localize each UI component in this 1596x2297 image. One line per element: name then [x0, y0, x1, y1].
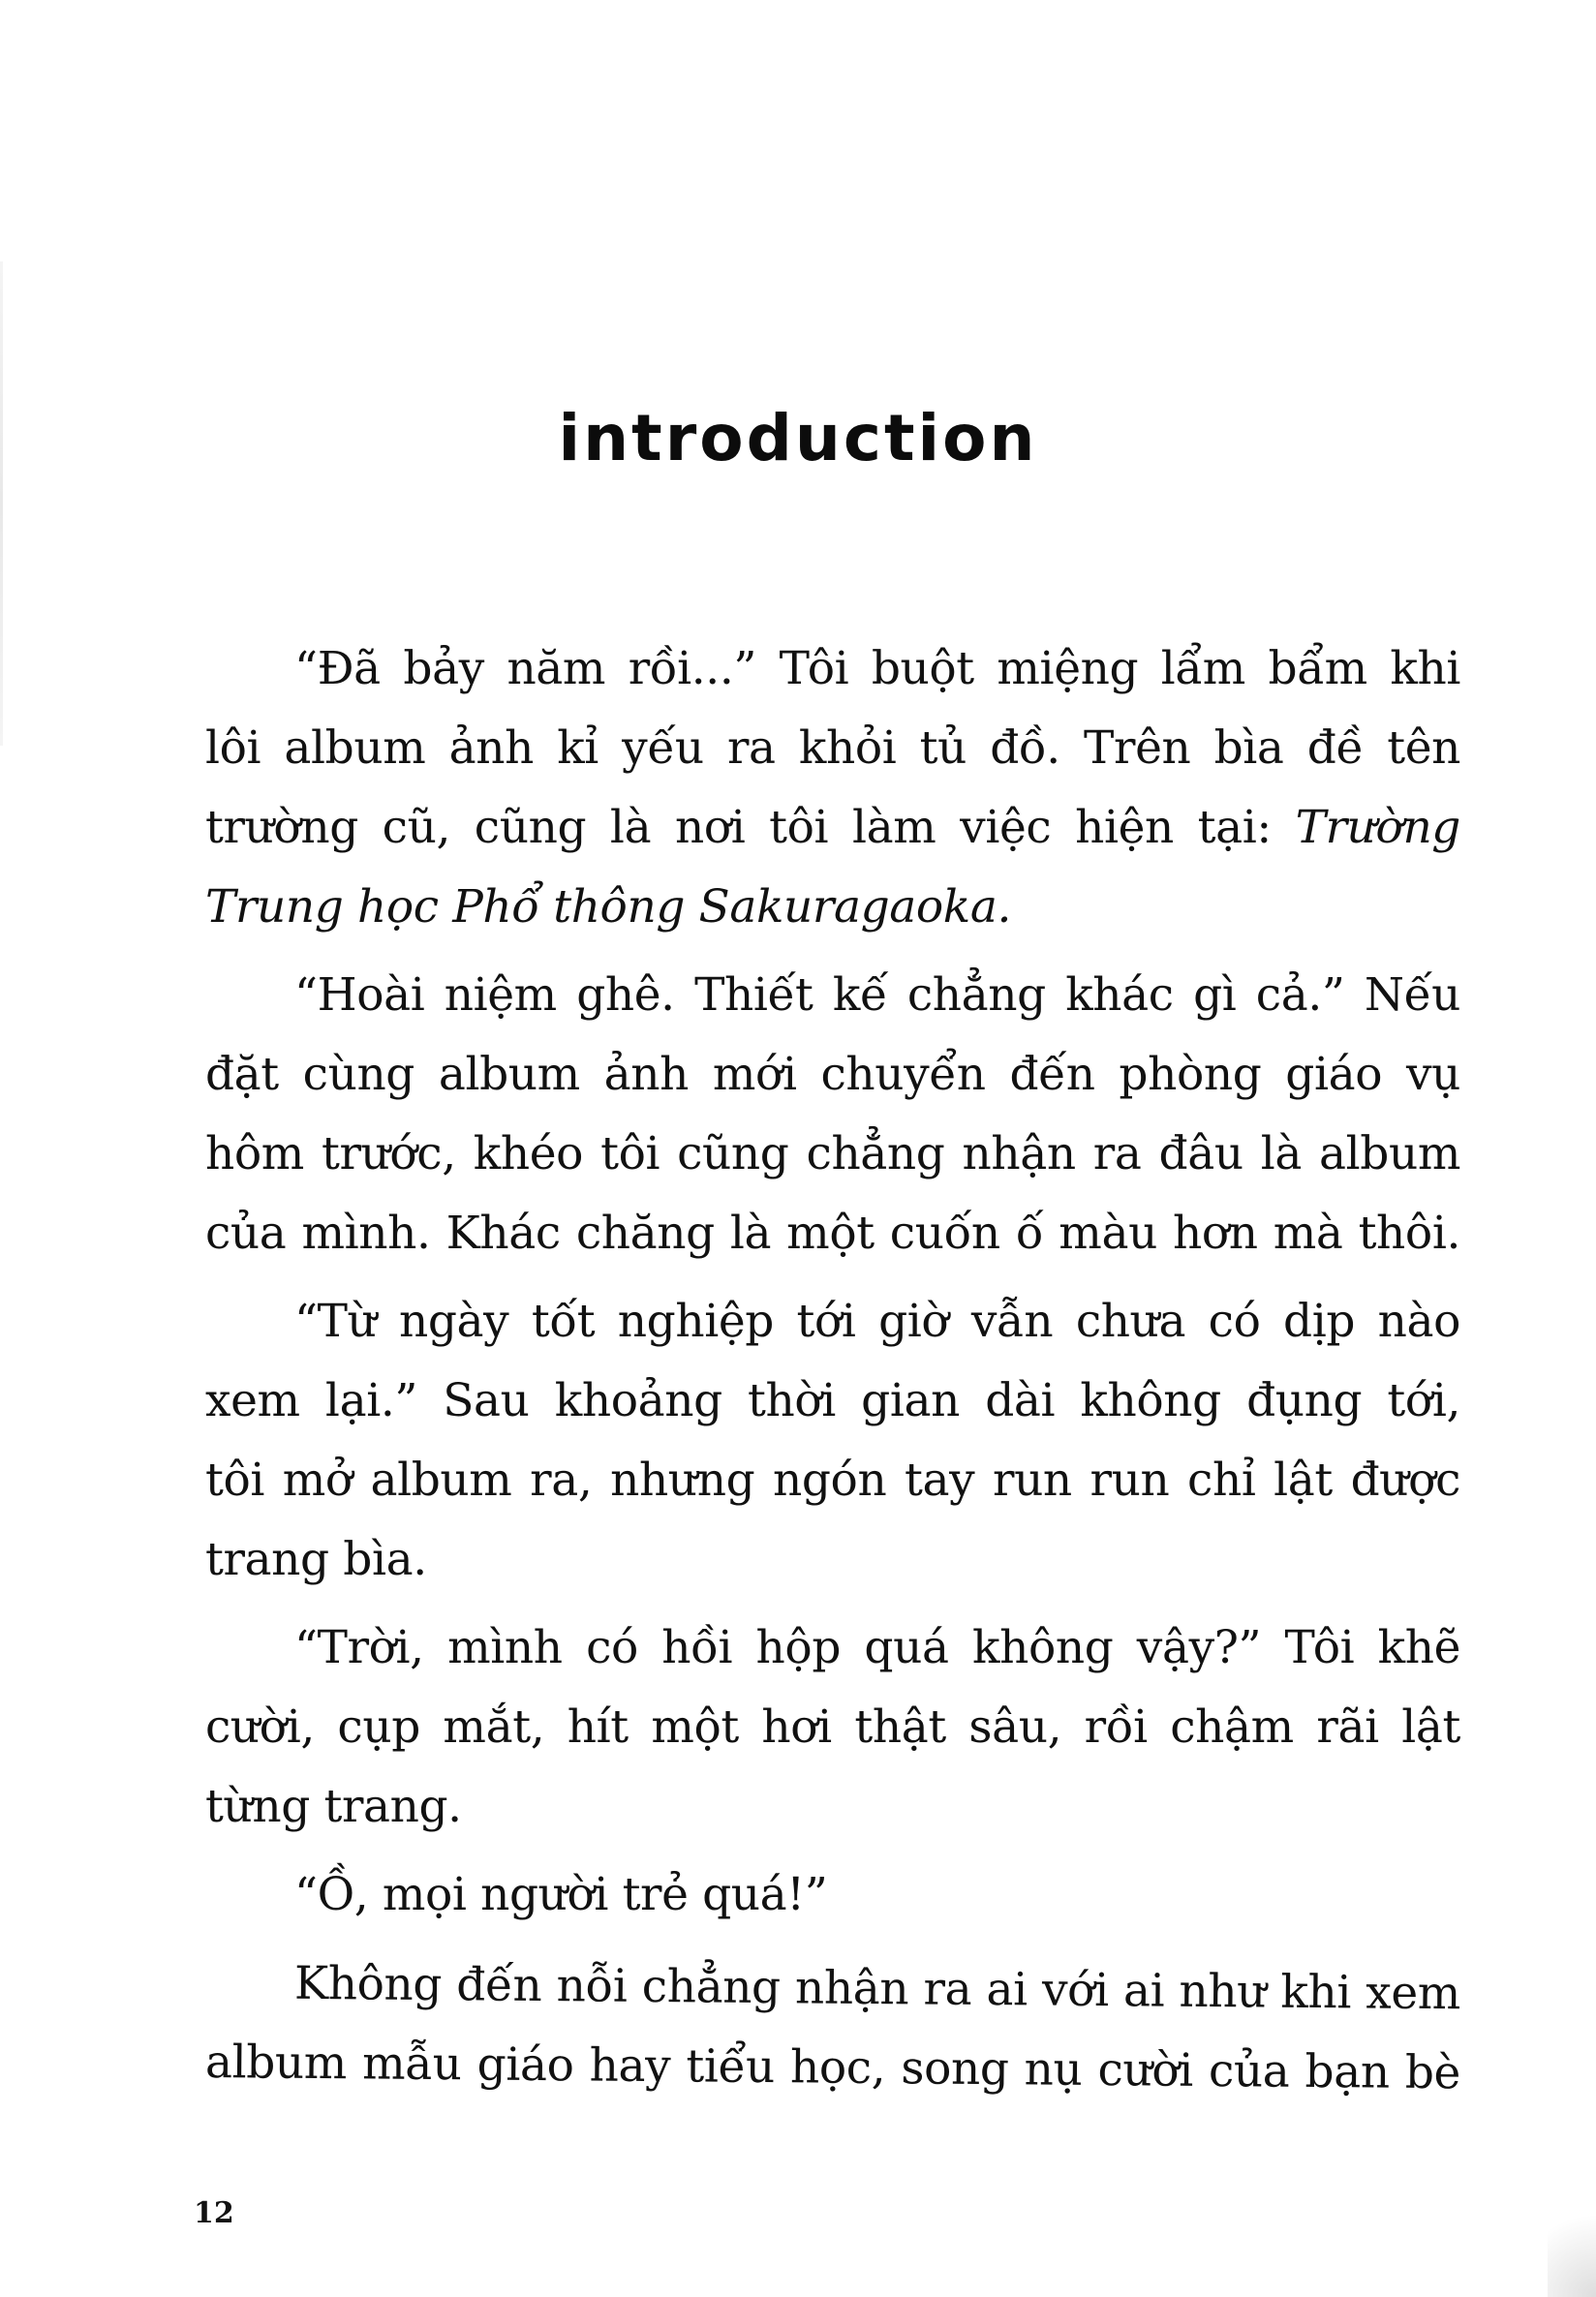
paragraph-5-line-1: “Ồ, mọi người trẻ quá!” — [294, 1868, 828, 1921]
paragraph-4-line-1: “Trời, mình có hồi hộp quá không vậy?” Tôi khẽ — [294, 1621, 1460, 1674]
page-number: 12 — [194, 2196, 234, 2230]
paragraph-1-line-3-text: trường cũ, cũng là nơi tôi làm việc hiện tại: — [205, 801, 1272, 854]
paragraph-6-line-1: Không đến nỗi chẳng nhận ra ai với ai như khi xem — [293, 1956, 1461, 2021]
paragraph-1-line-3 — [205, 788, 1460, 868]
paragraph-4-line-2: cười, cụp mắt, hít một hơi thật sâu, rồi chậm rãi lật — [205, 1700, 1460, 1754]
paragraph-4-line-3: từng trang. — [205, 1780, 462, 1833]
paragraph-2-line-3: hôm trước, khéo tôi cũng chẳng nhận ra đâu là album — [205, 1127, 1460, 1180]
paragraph-2-line-4: của mình. Khác chăng là một cuốn ố màu hơn mà thôi. — [205, 1207, 1460, 1260]
paragraph-1-line-1: “Đã bảy năm rồi...” Tôi buột miệng lẩm bẩm khi — [294, 642, 1460, 695]
paragraph-3-line-2: xem lại.” Sau khoảng thời gian dài không đụng tới, — [205, 1374, 1460, 1427]
paragraph-2-line-1: “Hoài niệm ghê. Thiết kế chẳng khác gì cả.” Nếu — [294, 968, 1460, 1022]
paragraph-3-line-4: trang bìa. — [205, 1533, 427, 1586]
paragraph-3-line-1: “Từ ngày tốt nghiệp tới giờ vẫn chưa có dịp nào — [294, 1295, 1460, 1348]
paragraph-1-line-4 — [205, 868, 1460, 947]
paragraph-2-line-2: đặt cùng album ảnh mới chuyển đến phòng giáo vụ — [205, 1048, 1460, 1101]
paragraph-3-line-3: tôi mở album ra, nhưng ngón tay run run chỉ lật được — [205, 1454, 1460, 1507]
school-name-italic-part-2: Trung học Phổ thông Sakuragaoka. — [205, 880, 1012, 934]
paragraph-6-line-2: album mẫu giáo hay tiểu học, song nụ cười của bạn bè — [204, 2036, 1461, 2100]
paragraph-1-line-2: lôi album ảnh kỉ yếu ra khỏi tủ đồ. Trên bìa đề tên — [205, 721, 1460, 775]
chapter-title: introduction — [558, 401, 1038, 475]
page-binding-edge — [0, 261, 3, 746]
scan-corner-shadow — [1548, 2190, 1596, 2297]
school-name-italic-part-1: Trường — [1295, 801, 1460, 854]
